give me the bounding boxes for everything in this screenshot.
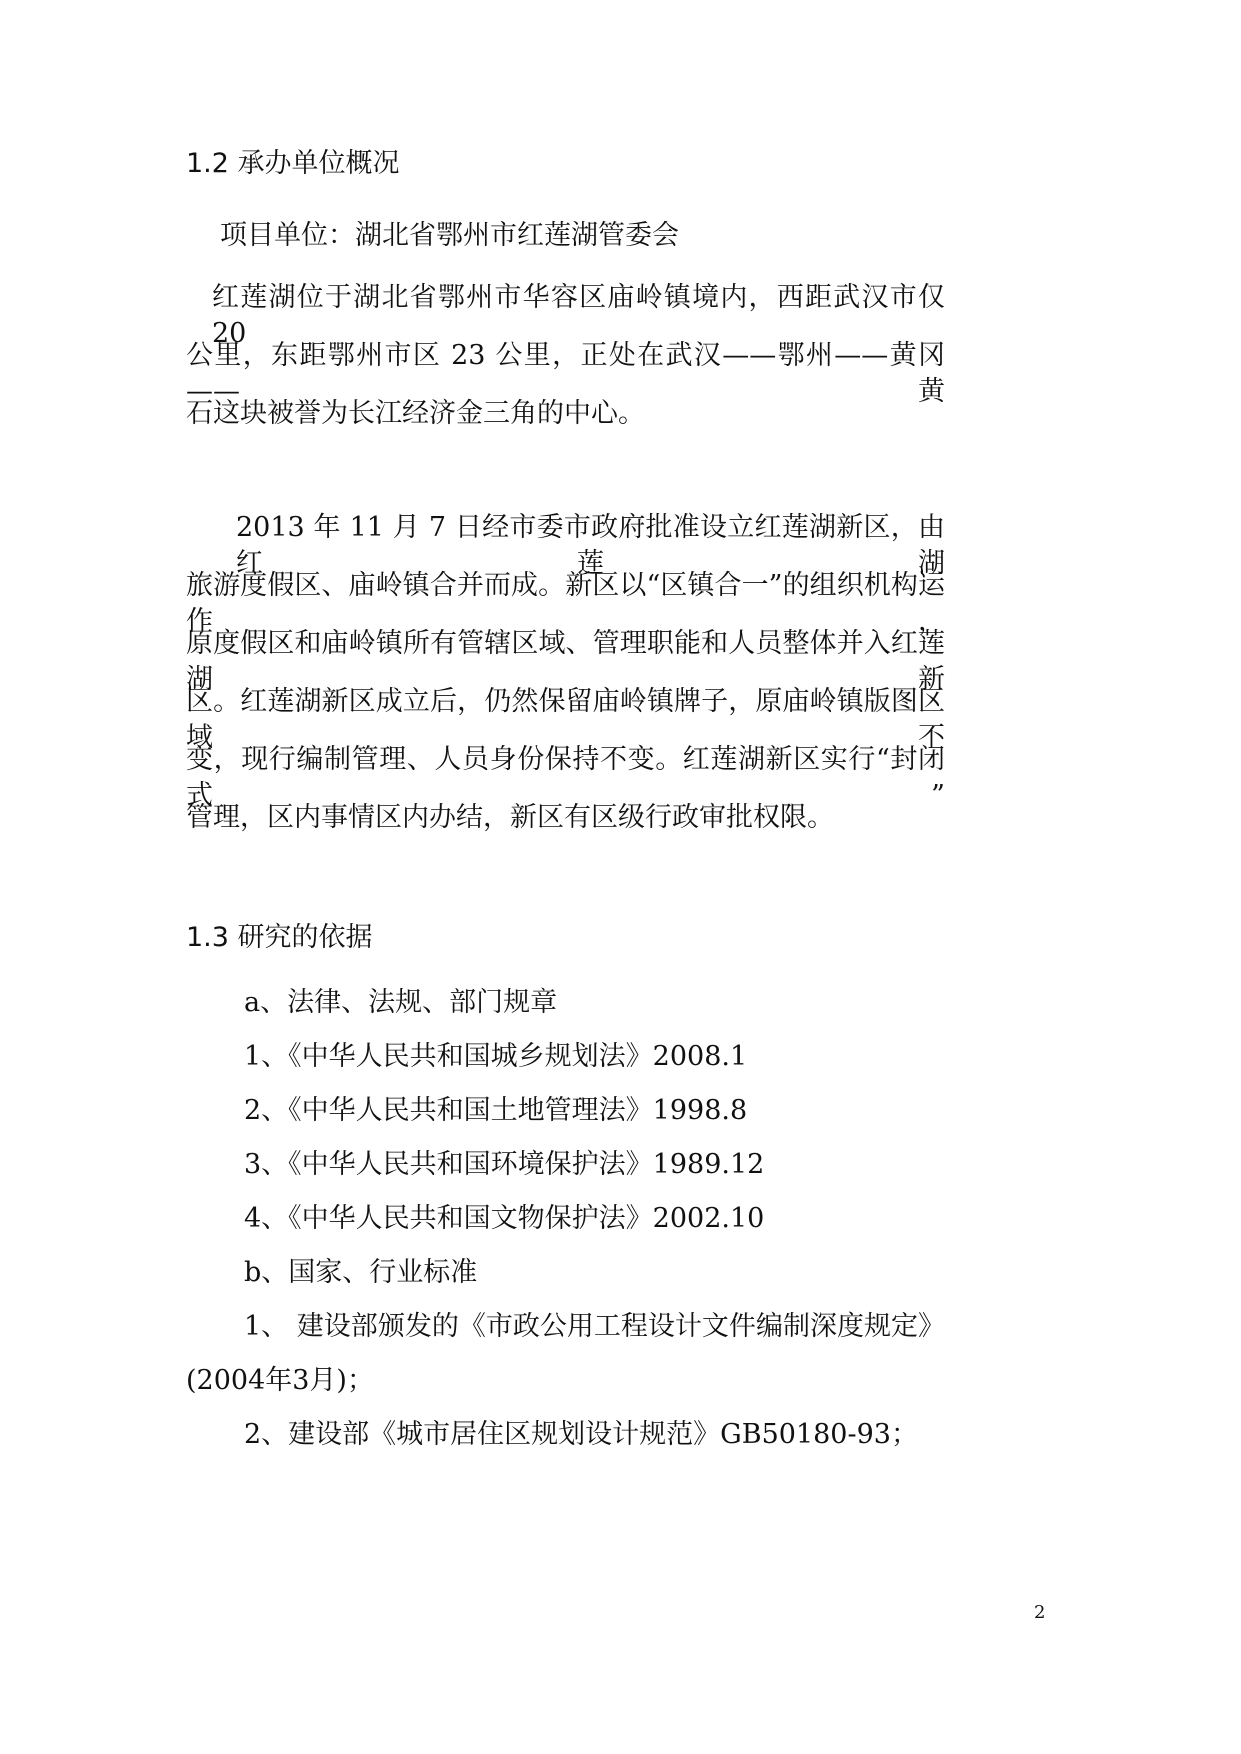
section-heading-1-3: 1.3 研究的依据 bbox=[186, 922, 373, 953]
page-number: 2 bbox=[1034, 1602, 1046, 1623]
standard-item-1-line-1: 1、 建设部颁发的《市政公用工程设计文件编制深度规定》 bbox=[244, 1311, 945, 1342]
section-heading-1-2: 1.2 承办单位概况 bbox=[186, 148, 400, 179]
basis-category-a: a、法律、法规、部门规章 bbox=[244, 987, 558, 1018]
history-line-6: 管理，区内事情区内办结，新区有区级行政审批权限。 bbox=[186, 802, 834, 833]
law-item-4: 4、《中华人民共和国文物保护法》2002.10 bbox=[244, 1203, 765, 1234]
law-item-3: 3、《中华人民共和国环境保护法》1989.12 bbox=[244, 1149, 765, 1180]
history-line-4: 区。红莲湖新区成立后，仍然保留庙岭镇牌子，原庙岭镇版图区域不 bbox=[186, 686, 945, 753]
location-line-1: 红莲湖位于湖北省鄂州市华容区庙岭镇境内，西距武汉市仅 20 bbox=[212, 282, 945, 349]
standard-item-1-line-2: (2004年3月)； bbox=[186, 1365, 374, 1396]
history-line-5: 变，现行编制管理、人员身份保持不变。红莲湖新区实行“封闭式” bbox=[186, 744, 945, 811]
law-item-2: 2、《中华人民共和国土地管理法》1998.8 bbox=[244, 1095, 748, 1126]
standard-item-2: 2、建设部《城市居住区规划设计规范》GB50180-93； bbox=[244, 1419, 918, 1450]
history-line-2: 旅游度假区、庙岭镇合并而成。新区以“区镇合一”的组织机构运作， bbox=[186, 570, 945, 637]
location-line-3: 石这块被誉为长江经济金三角的中心。 bbox=[186, 398, 645, 429]
location-line-2: 公里，东距鄂州市区 23 公里，正处在武汉——鄂州——黄冈——黄 bbox=[186, 340, 945, 407]
project-unit-line: 项目单位：湖北省鄂州市红莲湖管委会 bbox=[220, 220, 679, 251]
history-line-1: 2013 年 11 月 7 日经市委市政府批准设立红莲湖新区，由红莲湖 bbox=[236, 512, 945, 579]
history-line-3: 原度假区和庙岭镇所有管辖区域、管理职能和人员整体并入红莲湖新 bbox=[186, 628, 945, 695]
law-item-1: 1、《中华人民共和国城乡规划法》2008.1 bbox=[244, 1041, 748, 1072]
basis-category-b: b、国家、行业标准 bbox=[244, 1257, 478, 1288]
